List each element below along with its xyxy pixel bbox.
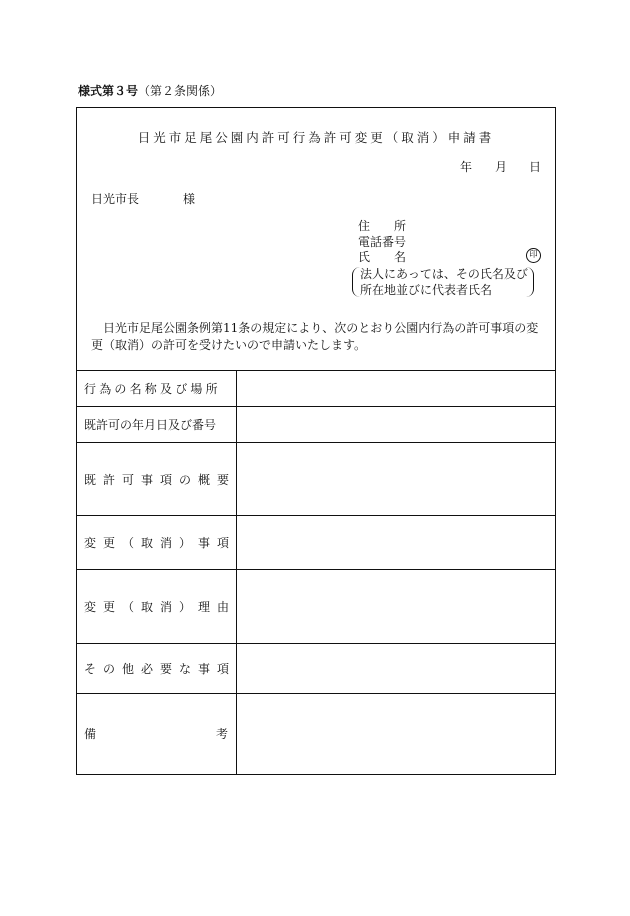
name-label: 氏 名 (358, 250, 407, 264)
applicant-block (358, 219, 406, 266)
date-month-label: 月 (495, 160, 508, 174)
field-label: 変更（取消）事項 (76, 516, 237, 570)
field-value[interactable] (237, 516, 556, 570)
field-value[interactable] (237, 644, 556, 694)
field-row (76, 371, 556, 407)
remarks-label-left: 備 (84, 727, 97, 742)
date-day-label: 日 (529, 160, 542, 174)
date-year-label: 年 (460, 160, 473, 174)
field-value[interactable] (237, 407, 556, 443)
addressee-name: 日光市長 (91, 192, 140, 206)
field-row (76, 407, 556, 443)
form-relation: （第２条関係） (138, 84, 223, 98)
field-value[interactable] (237, 570, 556, 644)
field-label: その他必要な事項 (76, 644, 237, 694)
field-label: 既許可の年月日及び番号 (76, 407, 237, 443)
addressee-honorific: 様 (183, 192, 196, 206)
field-row (76, 570, 556, 644)
application-form (76, 107, 556, 775)
phone-label: 電話番号 (358, 234, 407, 249)
corporation-note-line1: 法人にあっては、その氏名及び (360, 267, 528, 281)
remarks-row (76, 694, 556, 774)
document-title: 日光市足尾公園内許可行為許可変更（取消）申請書 (137, 130, 495, 145)
remarks-label (76, 694, 237, 774)
form-number: 様式第３号 (78, 84, 139, 98)
form-number-label (78, 82, 222, 99)
field-value[interactable] (237, 443, 556, 516)
field-row (76, 443, 556, 516)
field-label: 変更（取消）理由 (76, 570, 237, 644)
field-value[interactable] (237, 371, 556, 407)
field-row (76, 516, 556, 570)
field-row (76, 644, 556, 694)
field-label: 既許可事項の概要 (76, 443, 237, 516)
field-label: 行為の名称及び場所 (76, 371, 237, 407)
application-statement: 日光市足尾公園条例第11条の規定により、次のとおり公園内行為の許可事項の変更（取消）の許可を受けたいので申請いたします。 (91, 321, 539, 352)
corporation-note (360, 267, 528, 298)
remarks-value[interactable] (237, 694, 556, 774)
addressee (91, 190, 195, 207)
seal-mark: 印 (526, 248, 541, 263)
corporation-note-line2: 所在地並びに代表者氏名 (360, 282, 493, 297)
fields-table (76, 370, 556, 774)
remarks-label-right: 考 (216, 727, 229, 742)
address-label: 住 所 (358, 219, 407, 233)
